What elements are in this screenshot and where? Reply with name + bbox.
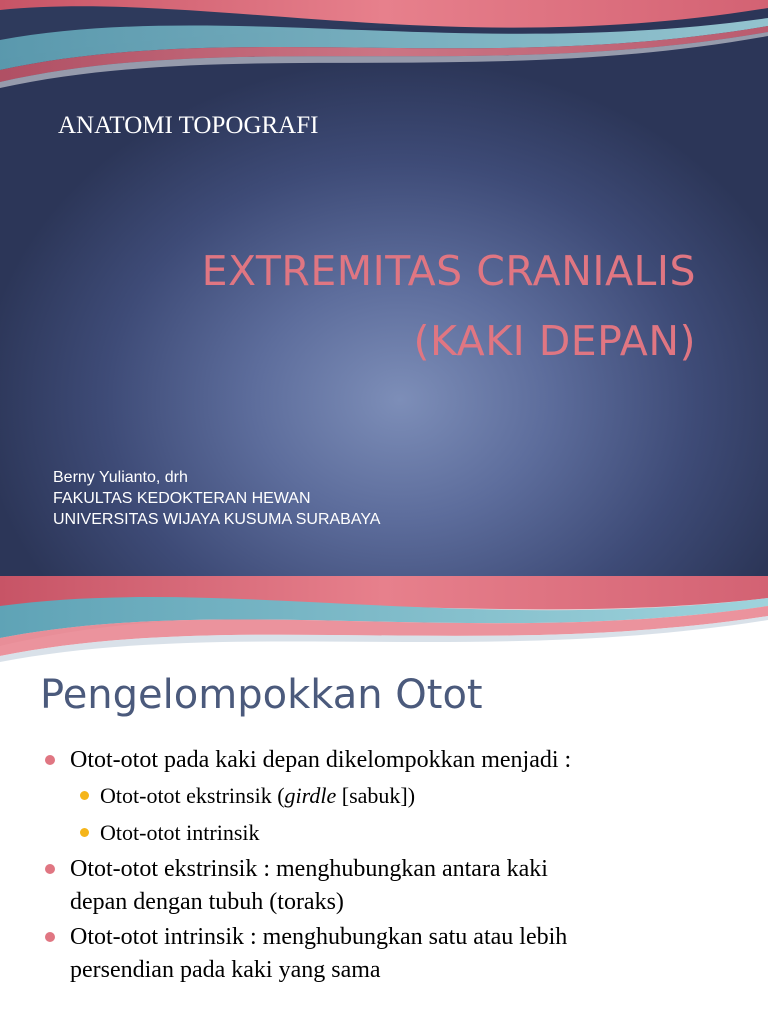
- bullet-dot-icon: [45, 755, 55, 765]
- list-item: Otot-otot intrinsik : menghubungkan satu atau lebih persendian pada kaki yang sama: [42, 921, 742, 987]
- university-name: UNIVERSITAS WIJAYA KUSUMA SURABAYA: [53, 511, 381, 528]
- content-slide: [0, 576, 768, 1024]
- bullet-dot-icon: [45, 864, 55, 874]
- faculty-name: FAKULTAS KEDOKTERAN HEWAN: [53, 490, 311, 507]
- slide-title: [16, 236, 696, 376]
- title-line: EXTREMITAS CRANIALIS: [201, 247, 696, 295]
- list-item: Otot-otot ekstrinsik : menghubungkan antara kaki depan dengan tubuh (toraks): [42, 853, 742, 919]
- author-block: [53, 467, 380, 530]
- presentation-subtitle: ANATOMI TOPOGRAFI: [58, 112, 319, 139]
- list-item: Otot-otot ekstrinsik (girdle [sabuk]): [42, 779, 742, 812]
- decorative-wave: [0, 576, 768, 666]
- bullet-dot-icon: [80, 828, 89, 837]
- list-item: Otot-otot intrinsik: [42, 816, 742, 849]
- bullet-dot-icon: [45, 932, 55, 942]
- bullet-dot-icon: [80, 791, 89, 800]
- decorative-wave: [0, 0, 768, 100]
- bullet-list: [42, 744, 742, 989]
- title-line: (KAKI DEPAN): [413, 317, 696, 365]
- list-item: Otot-otot pada kaki depan dikelompokkan menjadi :: [42, 744, 742, 777]
- slide-heading: Pengelompokkan Otot: [40, 672, 483, 718]
- author-name: Berny Yulianto, drh: [53, 469, 188, 486]
